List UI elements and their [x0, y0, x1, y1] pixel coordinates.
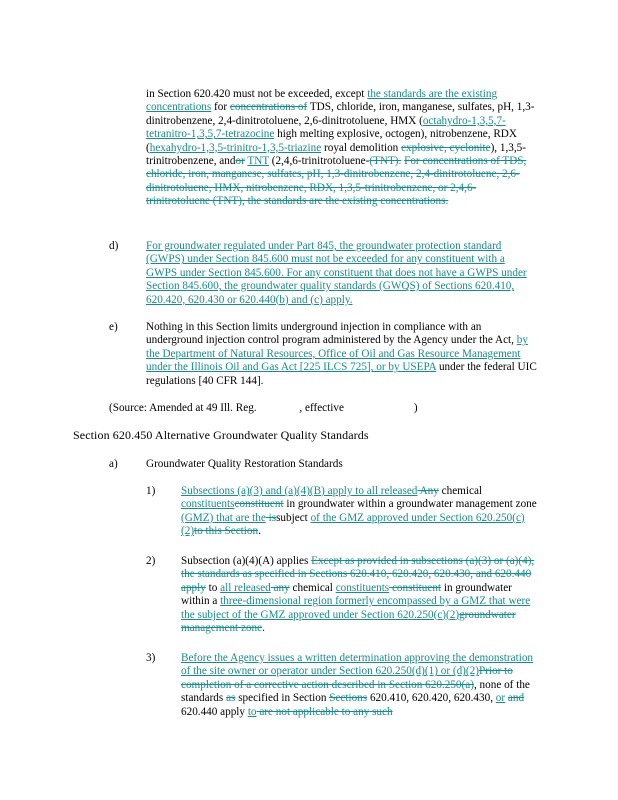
deleted-text: to this Section — [194, 525, 259, 538]
deleted-text: explosive, cyclonite — [401, 141, 491, 154]
inserted-text: Subsections (a)(3) and (a)(4)(B) apply to all released — [181, 485, 418, 497]
source-note — [109, 402, 529, 415]
item-2-label: 2) — [146, 555, 156, 567]
text-run: (2,4,6-trinitrotoluene- — [268, 155, 370, 168]
text-run: subject — [276, 511, 311, 524]
inserted-text: TNT — [247, 155, 269, 168]
text-run: in groundwater within a — [181, 581, 512, 608]
text-run: specified in Section — [235, 692, 330, 705]
item-1 — [181, 485, 541, 539]
deleted-text: Sections — [329, 692, 368, 705]
paragraph-c-continuation — [146, 88, 538, 209]
item-1-label: 1) — [146, 485, 156, 497]
text-run: chemical — [438, 485, 483, 497]
text-run: in Section 620.420 must not be exceeded, except — [146, 88, 368, 100]
inserted-text: (GMZ) that are the — [181, 511, 266, 524]
paragraph-d — [146, 240, 538, 307]
inserted-text: For groundwater regulated under Part 845, the groundwater protection standard (GWPS) under Section 845.600 must not be exceeded for any constituent with a GWPS under Section 845.600. For any constituent that does not have a GWPS under Section 845.600, the groundwater quality standards (GWQS) of Sections 620.410, 620.420, 620.430 or 620.440(b) and (c) apply. — [146, 240, 527, 306]
deleted-text: as — [226, 692, 236, 705]
deleted-text: such — [369, 705, 393, 718]
inserted-text: the standards are the existing concentrations — [146, 88, 498, 114]
paragraph-e — [146, 321, 538, 388]
text-run: high melting explosive, octogen — [274, 128, 421, 141]
inserted-text: to — [247, 705, 257, 718]
inserted-text: constituents — [335, 581, 390, 594]
text-run: ), 1,3,5-trinitrobenzene, and — [146, 141, 526, 168]
source-text: (Source: Amended at 49 Ill. Reg. — [109, 402, 260, 414]
text-run: for — [211, 101, 230, 114]
text-run: in groundwater within a groundwater management zone — [283, 498, 537, 511]
inserted-text: by the Department of Natural Resources, Office of Oil and Gas Resource Management under the Illinois Oil and Gas Act [225 ILCS 725], or by USEPA — [146, 334, 528, 374]
text-run: 620.410, 620.420, 620.430, — [367, 692, 496, 705]
text-run: Nothing in this Section limits underground injection in compliance with an underground injection control program administered by the Agency under the Act, — [146, 321, 517, 347]
inserted-text: octahydro-1,3,5,7-tetranitro-1,3,5,7-tetrazocine — [146, 114, 506, 141]
text-run: under the federal UIC regulations [40 CFR 144]. — [146, 361, 537, 387]
inserted-text: all released — [220, 581, 271, 594]
deleted-text: groundwater management zone — [181, 608, 516, 635]
deleted-text: and — [507, 692, 525, 705]
item-3 — [181, 652, 541, 719]
text-run: , none of the standards — [181, 678, 530, 705]
inserted-text: constituents — [181, 498, 235, 511]
deleted-text: concentrations of — [229, 101, 308, 114]
deleted-text: any — [270, 581, 290, 594]
deleted-text: is — [265, 511, 277, 524]
text-run: TDS, chloride, iron, manganese, sulfates, pH, 1,3-dinitrobenzene, 2,4-dinitrotoluene, 2,6-dinitrotoluene, HMX ( — [146, 101, 535, 127]
text-run: . — [262, 622, 265, 635]
text-run: chemical — [289, 581, 336, 594]
deleted-text: Except as provided in subsections (a)(3) or (a)(4), the standards as specified in Sections 620.410, 620.420, 620.430, and 620.440 apply — [181, 555, 535, 594]
deleted-text: Any — [417, 485, 439, 497]
text-run: 620.440 apply — [181, 705, 248, 718]
text-run: . — [258, 525, 261, 538]
item-2 — [181, 555, 541, 635]
inserted-text: or — [495, 692, 506, 705]
deleted-text: constituent — [234, 498, 284, 511]
paragraph-d-label: d) — [109, 240, 119, 252]
paragraph-e-label: e) — [109, 321, 118, 333]
text-run: to — [205, 581, 221, 594]
section-heading: Section 620.450 Alternative Groundwater Quality Standards — [73, 428, 369, 442]
subsection-a-title: Groundwater Quality Restoration Standards — [146, 458, 343, 470]
text-run: Subsection (a)(4)(A) applies — [181, 555, 312, 567]
source-effective: , effective — [299, 402, 344, 414]
text-run: ), nitrobenzene, RDX ( — [146, 128, 517, 154]
deleted-text: or — [235, 155, 245, 168]
source-close: ) — [413, 402, 418, 414]
inserted-text: hexahydro-1,3,5-trinitro-1,3,5-triazine — [149, 141, 322, 154]
deleted-text: constituent — [389, 581, 442, 594]
inserted-text: Before the Agency issues a written determination approving the demonstration of the site owner or operator under Section 620.250(d)(1) or (d)(2) — [181, 652, 534, 678]
deleted-text: For concentrations of TDS, chloride, iron, manganese, sulfates, pH, 1,3-dinitrobenzene, 2,4-dinitrotoluene, 2,6-dinitrotoluene, HMX, nitrobenzene, RDX, 1,3,5-trinitrobenzene, or 2,4,6-trinitrotoluene (TNT), the standards are the existing concentrations. — [146, 155, 527, 208]
deleted-text: Prior to completion of a corrective action described in Section 620.250(a) — [181, 665, 513, 691]
subsection-a-label: a) — [109, 458, 118, 470]
deleted-text: are not applicable to any — [256, 705, 370, 718]
text-run: royal demolition — [321, 141, 402, 154]
inserted-text: of the GMZ approved under Section 620.250(c)(2) — [181, 511, 525, 538]
item-3-label: 3) — [146, 652, 156, 664]
deleted-text: (TNT). — [369, 155, 402, 168]
inserted-text: three-dimensional region formerly encompassed by a GMZ that were the subject of the GMZ approved under Section 620.250(c)(2) — [181, 595, 531, 621]
